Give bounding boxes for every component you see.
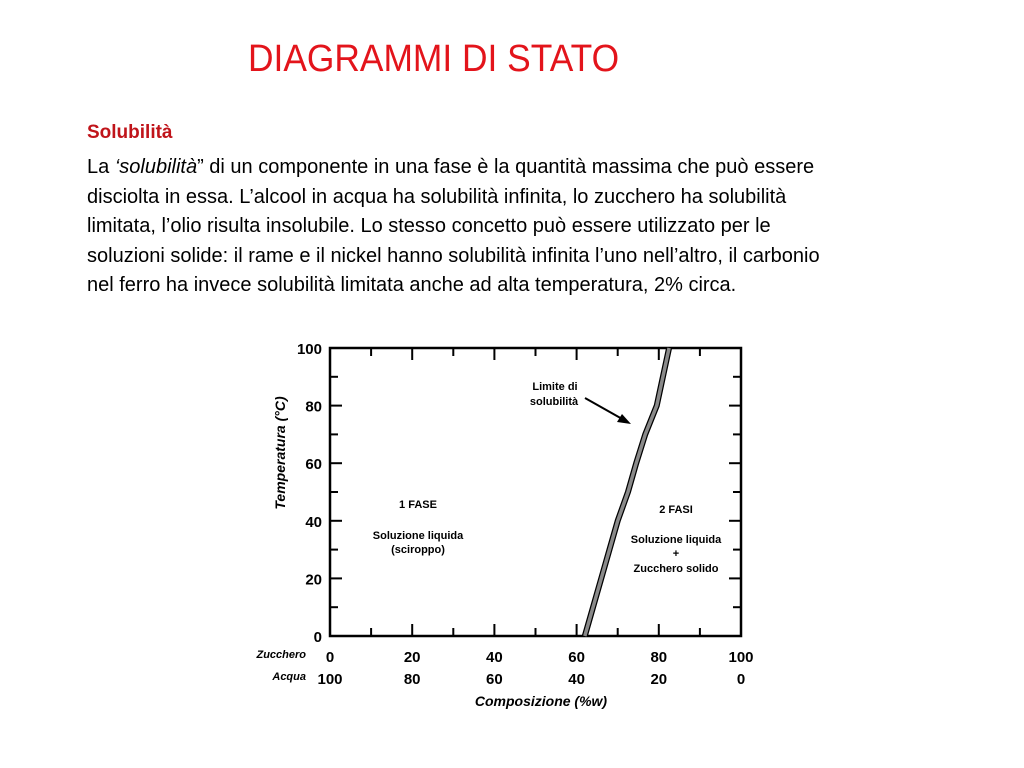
x-tick-label-zucchero: 60	[568, 649, 585, 666]
y-tick-label: 0	[313, 629, 322, 646]
y-tick-label: 20	[305, 571, 322, 589]
zucchero-row-label: Zucchero	[256, 649, 306, 661]
limit-label-line1: Limite di	[532, 381, 578, 393]
paragraph-line-2: disciolta in essa. L’alcool in acqua ha solubilità infinita, lo zucchero ha solubilità	[87, 185, 787, 208]
region2-title: 2 FASI	[659, 504, 693, 516]
solubility-curve	[585, 348, 669, 636]
limit-arrow	[585, 398, 631, 424]
region1-line2: (sciroppo)	[391, 544, 445, 556]
x-tick-label-zucchero: 0	[325, 649, 335, 666]
paragraph-line-4: soluzioni solide: il rame e il nickel hanno solubilità infinita l’uno nell’altro, il carbonio	[87, 244, 820, 267]
line1-prefix: La	[87, 156, 115, 178]
x-tick-label-acqua: 40	[568, 671, 585, 688]
region1-title: 1 FASE	[399, 499, 437, 511]
x-tick-label-acqua: 60	[486, 671, 503, 688]
limit-label-line2: solubilità	[529, 396, 579, 408]
paragraph-line-3: limitata, l’olio risulta insolubile. Lo stesso concetto può essere utilizzato per le	[87, 215, 771, 238]
x-axis-label: Composizione (%w)	[474, 693, 608, 709]
y-axis-label: Temperatura (°C)	[272, 396, 288, 510]
x-tick-label-acqua: 80	[403, 671, 421, 688]
region1-line1: Soluzione liquida	[372, 530, 464, 542]
y-tick-label: 80	[305, 398, 322, 416]
x-tick-label-zucchero: 100	[728, 649, 754, 666]
region2-line2: +	[672, 548, 680, 560]
line1-suffix: ” di un componente in una fase è la quantità massima che può essere	[197, 156, 815, 178]
y-tick-label: 100	[296, 341, 322, 358]
section-heading: Solubilità	[87, 122, 173, 143]
x-tick-label-acqua: 100	[317, 671, 343, 688]
x-tick-label-zucchero: 40	[486, 649, 503, 666]
x-tick-label-zucchero: 80	[650, 649, 668, 666]
slide-title: DIAGRAMMI DI STATO	[248, 38, 620, 80]
line1-italic: ‘solubilità	[114, 156, 198, 178]
x-tick-label-acqua: 20	[650, 671, 668, 688]
paragraph-line-5: nel ferro ha invece solubilità limitata anche ad alta temperatura, 2% circa.	[87, 274, 737, 297]
region2-line3: Zucchero solido	[633, 563, 719, 575]
region2-line1: Soluzione liquida	[630, 534, 722, 546]
y-tick-label: 60	[305, 456, 322, 474]
acqua-row-label: Acqua	[272, 671, 306, 683]
x-tick-label-zucchero: 20	[403, 649, 421, 666]
x-tick-label-acqua: 0	[736, 671, 746, 688]
y-tick-label: 40	[305, 513, 322, 531]
chart-curve	[585, 348, 669, 636]
